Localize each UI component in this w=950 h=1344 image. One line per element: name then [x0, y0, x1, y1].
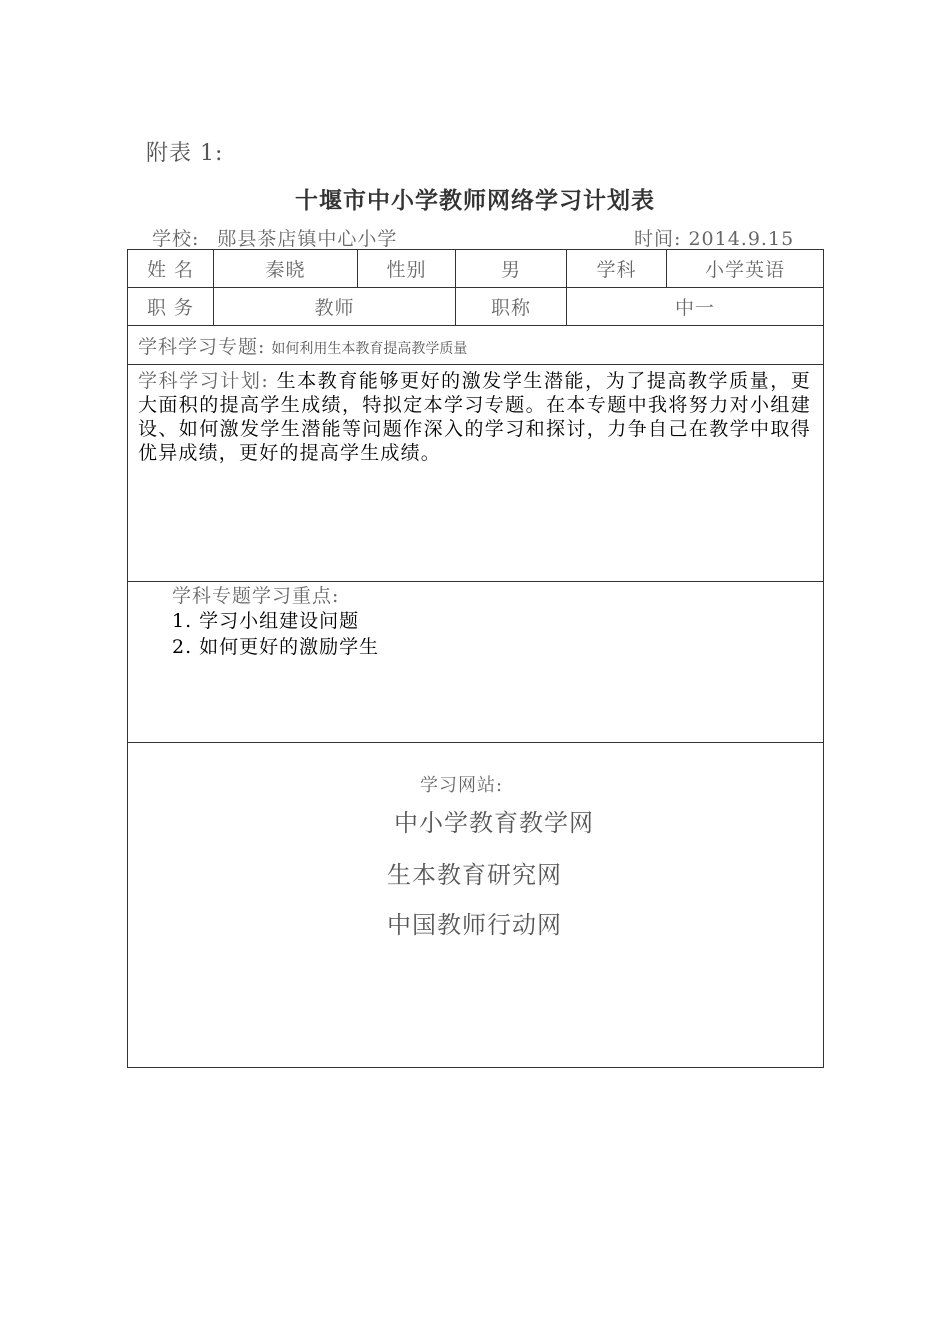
website-item: 中小学教育教学网: [394, 809, 594, 837]
rank-label: 职称: [456, 288, 567, 326]
school-label: 学校:: [152, 228, 200, 250]
topic-label: 学科学习专题:: [138, 335, 266, 358]
time-line: [634, 224, 794, 251]
table-row: [128, 250, 824, 288]
position-label: 职 务: [128, 288, 214, 326]
time-label: 时间:: [634, 228, 682, 250]
websites-heading: 学习网站:: [420, 775, 504, 796]
rank-value: 中一: [567, 288, 824, 326]
focus-item: 1. 学习小组建设问题: [172, 610, 360, 632]
websites-cell: [128, 743, 824, 1068]
name-label: 姓 名: [128, 250, 214, 288]
table-row: [128, 743, 824, 1068]
gender-value: 男: [456, 250, 567, 288]
focus-cell: [128, 582, 824, 743]
position-value: 教师: [214, 288, 456, 326]
subject-value: 小学英语: [667, 250, 824, 288]
table-row: [128, 365, 824, 582]
plan-label: 学科学习计划:: [138, 370, 270, 392]
website-item: 生本教育研究网: [387, 861, 562, 889]
topic-cell: [128, 326, 824, 365]
school-line: [152, 224, 397, 251]
time-value: 2014.9.15: [688, 228, 795, 250]
subject-label: 学科: [567, 250, 667, 288]
topic-value: 如何利用生本教育提高教学质量: [271, 340, 468, 357]
plan-text: 生本教育能够更好的激发学生潜能，为了提高教学质量，更大面积的提高学生成绩，特拟定本学习专题。在本专题中我将努力对小组建设、如何激发学生潜能等问题作深入的学习和探讨，力争自己在教学中取得优异成绩，更好的提高学生成绩。: [138, 370, 811, 464]
table-row: [128, 582, 824, 743]
plan-table: [127, 249, 824, 1068]
table-row: [128, 326, 824, 365]
appendix-label: 附表 1:: [146, 141, 224, 166]
website-item: 中国教师行动网: [387, 911, 562, 939]
focus-heading: 学科专题学习重点:: [172, 585, 340, 607]
name-value: 秦晓: [214, 250, 358, 288]
plan-paragraph: [138, 369, 811, 465]
page-title: 十堰市中小学教师网络学习计划表: [295, 188, 655, 214]
table-row: [128, 288, 824, 326]
school-value: 郧县茶店镇中心小学: [217, 228, 398, 250]
gender-label: 性别: [358, 250, 456, 288]
plan-cell: [128, 365, 824, 582]
focus-item: 2. 如何更好的激励学生: [172, 636, 380, 658]
